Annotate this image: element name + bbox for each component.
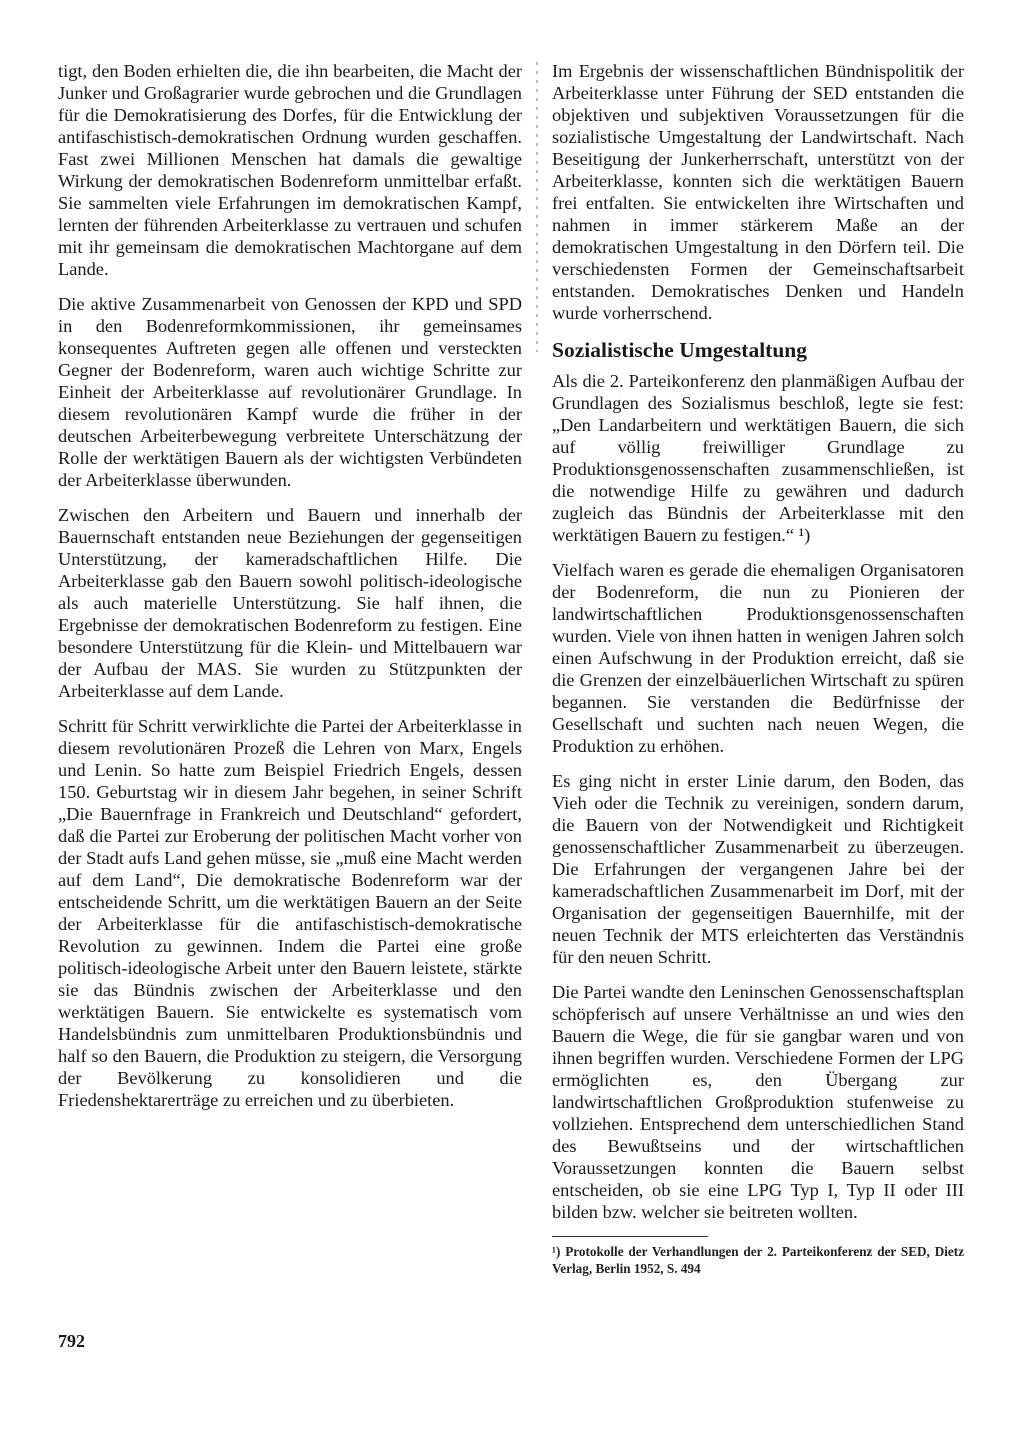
paragraph: Vielfach waren es gerade die ehemaligen Organisatoren der Bodenreform, die nun zu Pionieren der landwirtschaftlichen Produktionsgenossenschaften wurden. Viele von ihnen hatten in wenigen Jahren solch einen Aufschwung in der Produktion erreicht, daß sie die Grenzen der einzelbäuerlichen Wirtschaft zu spüren begannen. Sie verstanden die Bedürfnisse der Gesellschaft und suchten nach neuen Wegen, die Produktion zu erhöhen. [552, 560, 964, 756]
margin-mark [536, 62, 538, 352]
paragraph: Es ging nicht in erster Linie darum, den Boden, das Vieh oder die Technik zu vereinigen, sondern darum, die Bauern von der Notwendigkeit und Richtigkeit genossenschaftlicher Zusammenarbeit zu überzeugen. Die Erfahrungen der vergangenen Jahre bei der kameradschaftlichen Zusammenarbeit im Dorf, mit der Organisation der gegenseitigen Bauernhilfe, mit der neuen Technik der MTS erleichterten das Verständnis für den neuen Schritt. [552, 771, 964, 967]
paragraph: Die aktive Zusammenarbeit von Genossen der KPD und SPD in den Bodenreformkommissionen, ihr gemeinsames konsequentes Auftreten gegen alle offenen und versteckten Gegner der Bodenreform, waren auch wichtige Schritte zur Einheit der Arbeiterklasse auf revolutionärer Grundlage. In diesem revolutionären Kampf wurde die früher in der deutschen Arbeiterbewegung verbreitete Unterschätzung der Rolle der werktätigen Bauern als der wichtigsten Verbündeten der Arbeiterklasse überwunden. [58, 294, 522, 490]
paragraph: Im Ergebnis der wissenschaftlichen Bündnispolitik der Arbeiterklasse unter Führung der SED entstanden die objektiven und subjektiven Voraussetzungen für die sozialistische Umgestaltung der Landwirtschaft. Nach Beseitigung der Junkerherrschaft, unterstützt von der Arbeiterklasse, konnten sich die werktätigen Bauern frei entfalten. Sie entwickelten ihre Wirtschaften und nahmen in immer stärkerem Maße an der demokratischen Umgestaltung in den Dörfern teil. Die verschiedensten Formen der Gemeinschaftsarbeit entstanden. Demokratisches Denken und Handeln wurde vorherrschend. [552, 61, 964, 323]
footnote-divider [552, 1236, 708, 1237]
page-number: 792 [58, 1331, 85, 1351]
paragraph: Zwischen den Arbeitern und Bauern und innerhalb der Bauernschaft entstanden neue Beziehungen der gegenseitigen Unterstützung, der kameradschaftlichen Hilfe. Die Arbeiterklasse gab den Bauern sowohl politisch-ideologische als auch materielle Unterstützung. Sie half ihnen, die Ergebnisse der demokratischen Bodenreform zu festigen. Eine besondere Unterstützung für die Klein- und Mittelbauern war der Aufbau der MAS. Sie wurden zu Stützpunkten der Arbeiterklasse auf dem Lande. [58, 505, 522, 701]
left-column [58, 60, 522, 1124]
paragraph: tigt, den Boden erhielten die, die ihn bearbeiten, die Macht der Junker und Großagrarier wurde gebrochen und die Grundlagen für die Demokratisierung des Dorfes, für die Entwicklung der antifaschistisch-demokratischen Ordnung wurden geschaffen. Fast zwei Millionen Menschen hat damals die gewaltige Wirkung der demokratischen Bodenreform unmittelbar erfaßt. Sie sammelten viele Erfahrungen im demokratischen Kampf, lernten der führenden Arbeiterklasse zu vertrauen und schufen mit ihr gemeinsam die demokratischen Machtorgane auf dem Lande. [58, 61, 522, 279]
paragraph: Die Partei wandte den Leninschen Genossenschaftsplan schöpferisch auf unsere Verhältnisse an und wies den Bauern die Wege, die für sie gangbar waren und von ihnen begriffen wurden. Verschiedene Formen der LPG ermöglichten es, den Übergang zur landwirtschaftlichen Großproduktion stufenweise zu vollziehen. Entsprechend dem unterschiedlichen Stand des Bewußtseins und der wirtschaftlichen Voraussetzungen konnten die Bauern selbst entscheiden, ob sie eine LPG Typ I, Typ II oder III bilden bzw. welcher sie beitreten wollten. [552, 982, 964, 1222]
footnote: ¹) Protokolle der Verhandlungen der 2. Parteikonferenz der SED, Dietz Verlag, Berlin 1952, S. 494 [552, 1244, 964, 1276]
paragraph: Schritt für Schritt verwirklichte die Partei der Arbeiterklasse in diesem revolutionären Prozeß die Lehren von Marx, Engels und Lenin. So hatte zum Beispiel Friedrich Engels, dessen 150. Geburtstag wir in diesem Jahr begehen, in seiner Schrift „Die Bauernfrage in Frankreich und Deutschland“ gefordert, daß die Partei zur Eroberung der politischen Macht vorher von der Stadt aufs Land gehen müsse, sie „muß eine Macht werden auf dem Land“, Die demokratische Bodenreform war der entscheidende Schritt, um die werktätigen Bauern an der Seite der Arbeiterklasse für die antifaschistisch-demokratische Revolution zu gewinnen. Indem die Partei eine große politisch-ideologische Arbeit unter den Bauern leistete, stärkte sie das Bündnis zwischen der Arbeiterklasse und den werktätigen Bauern. Sie entwickelte es systematisch vom Handelsbündnis zum unmittelbaren Produktionsbündnis und half so den Bauern, die Produktion zu steigern, die Versorgung der Bevölkerung zu konsolidieren und die Friedenshektarerträge zu erreichen und zu überbieten. [58, 716, 522, 1110]
right-column [552, 60, 964, 1290]
section-heading: Sozialistische Umgestaltung [552, 338, 808, 362]
paragraph: Als die 2. Parteikonferenz den planmäßigen Aufbau der Grundlagen des Sozialismus beschloß, legte sie fest: „Den Landarbeitern und werktätigen Bauern, die sich auf völlig freiwilliger Grundlage zu Produktionsgenossenschaften zusammenschließen, ist die notwendige Hilfe zu gewähren und dadurch zugleich das Bündnis der Arbeiterklasse mit den werktätigen Bauern zu festigen.“ ¹) [552, 371, 964, 545]
